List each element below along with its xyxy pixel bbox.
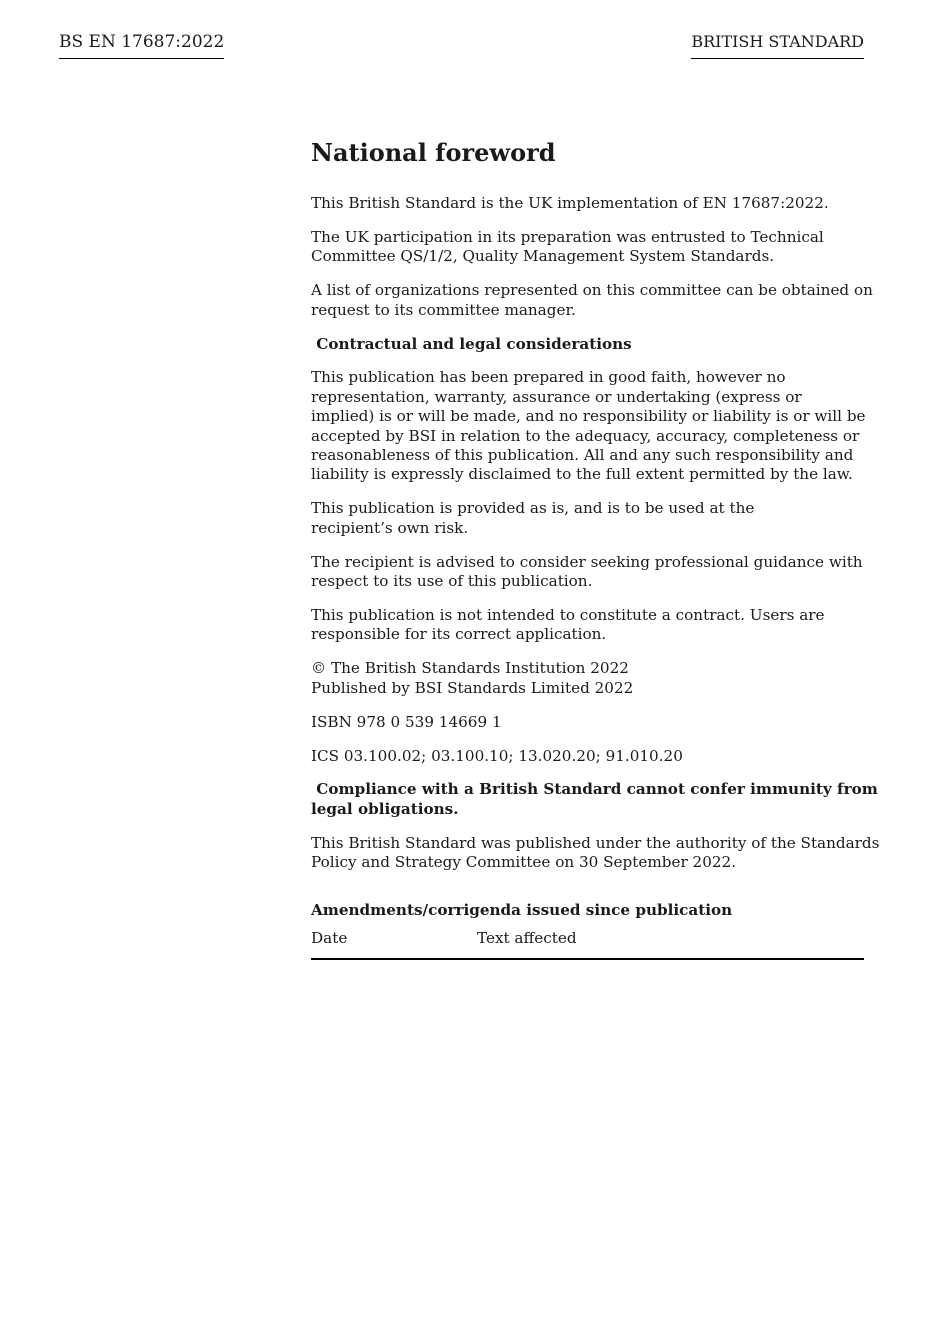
- authority-paragraph: [311, 833, 880, 873]
- paragraph-line: Policy and Strategy Committee on 30 September 2022.: [311, 853, 737, 872]
- heading-line: Compliance with a British Standard cannot confer immunity from: [311, 780, 878, 799]
- ics-paragraph: [311, 747, 866, 766]
- legal-considerations-heading: [311, 335, 866, 354]
- document-number: BS EN 17687:2022: [59, 31, 224, 59]
- paragraph-line: reasonableness of this publication. All and any such responsibility and: [311, 446, 854, 465]
- paragraph-line: The recipient is advised to consider seeking professional guidance with: [311, 552, 863, 571]
- national-foreword-section: [311, 138, 880, 960]
- paragraph-line: responsible for its correct application.: [311, 625, 607, 644]
- paragraph-line: respect to its use of this publication.: [311, 572, 593, 591]
- implementation-paragraph: [311, 194, 866, 213]
- paragraph-line: Published by BSI Standards Limited 2022: [311, 678, 634, 697]
- amendments-table: [311, 929, 864, 960]
- paragraph-line: representation, warranty, assurance or undertaking (express or: [311, 387, 802, 406]
- paragraph-line: liability is expressly disclaimed to the full extent permitted by the law.: [311, 465, 853, 484]
- date-column-header: Date: [311, 928, 348, 947]
- paragraph-line: ICS 03.100.02; 03.100.10; 13.020.20; 91.010.20: [311, 746, 683, 765]
- paragraph-line: recipient’s own risk.: [311, 518, 469, 537]
- text-affected-column-header: Text affected: [477, 928, 577, 947]
- heading-line: legal obligations.: [311, 799, 459, 818]
- compliance-heading: [311, 780, 878, 819]
- page-title: National foreword: [311, 138, 556, 167]
- guidance-paragraph: [311, 553, 866, 592]
- paragraph-line: This publication has been prepared in good faith, however no: [311, 368, 786, 387]
- paragraph-line: implied) is or will be made, and no responsibility or liability is or will be: [311, 407, 866, 426]
- risk-paragraph: [311, 499, 866, 538]
- paragraph-line: accepted by BSI in relation to the adequacy, accuracy, completeness or: [311, 426, 860, 445]
- copyright-paragraph: [311, 659, 866, 698]
- standard-type-label: BRITISH STANDARD: [691, 31, 864, 59]
- paragraph-line: A list of organizations represented on this committee can be obtained on: [311, 281, 873, 300]
- paragraph-line: request to its committee manager.: [311, 300, 576, 319]
- paragraph-line: Committee QS/1/2, Quality Management System Standards.: [311, 247, 775, 266]
- paragraph-line: The UK participation in its preparation was entrusted to Technical: [311, 227, 824, 246]
- amendments-header-row: [311, 929, 864, 948]
- good-faith-paragraph: [311, 368, 866, 484]
- paragraph-line: ISBN 978 0 539 14669 1: [311, 712, 502, 731]
- paragraph-line: © The British Standards Institution 2022: [311, 659, 629, 678]
- paragraph-line: This British Standard was published under the authority of the Standards: [311, 833, 880, 852]
- contract-paragraph: [311, 606, 866, 645]
- committee-paragraph: [311, 228, 866, 267]
- paragraph-line: This publication is provided as is, and is to be used at the: [311, 499, 755, 518]
- paragraph-line: This British Standard is the UK implementation of EN 17687:2022.: [311, 194, 829, 212]
- isbn-paragraph: [311, 713, 866, 732]
- paragraph-line: This publication is not intended to constitute a contract. Users are: [311, 606, 825, 624]
- amendments-heading: Amendments/corrigenda issued since publication: [311, 900, 733, 919]
- organizations-paragraph: [311, 281, 873, 320]
- heading-line: Contractual and legal considerations: [311, 334, 632, 353]
